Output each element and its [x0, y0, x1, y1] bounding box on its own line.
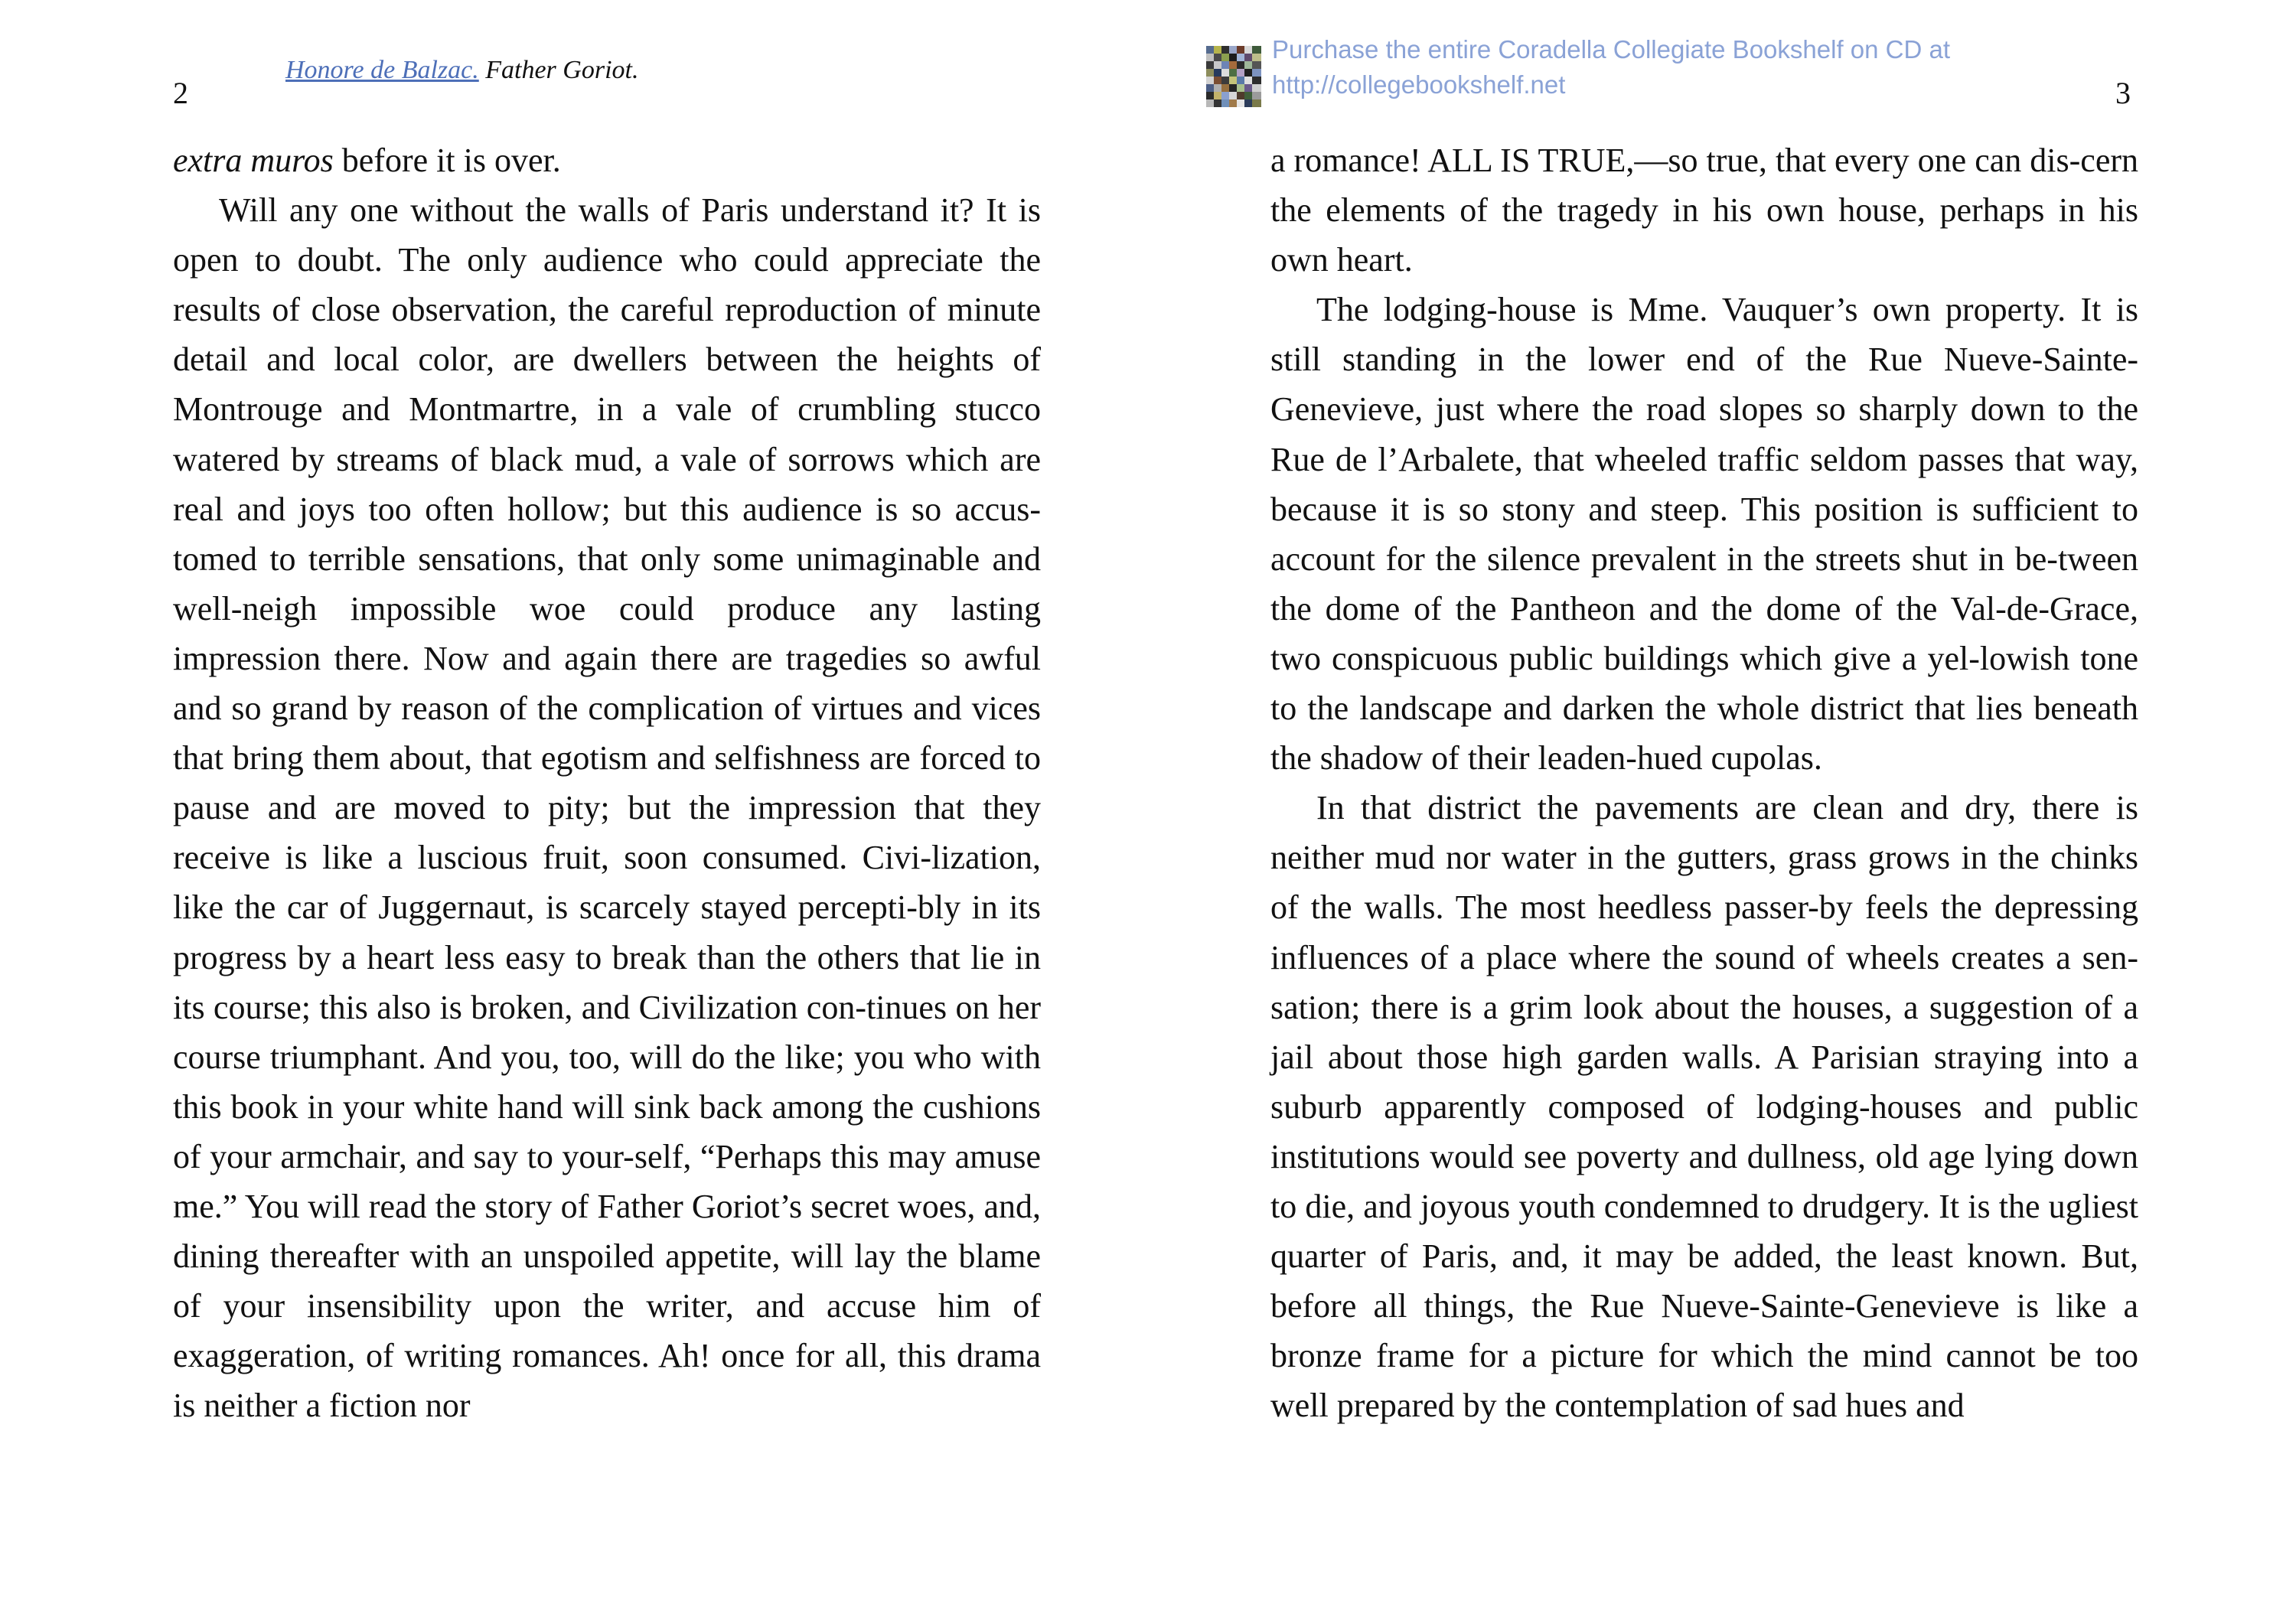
- italic-phrase: extra muros: [173, 142, 334, 179]
- promo-banner[interactable]: [1206, 29, 2048, 113]
- promo-line[interactable]: Purchase the entire Coradella Collegiate Bookshelf on CD at: [1272, 35, 1951, 64]
- page-number: 3: [2115, 76, 2131, 110]
- author-link[interactable]: Honore de Balzac.: [285, 56, 479, 84]
- paragraph-continuation-text: before it is over.: [333, 142, 561, 179]
- promo-text[interactable]: [1272, 32, 1950, 103]
- paragraph: Will any one without the walls of Paris understand it? It is open to doubt. The only audience who could appreciate the results of close observation, the careful reproduction of minute detail and local color, are dwellers between the heights of Montrouge and Montmartre, in a vale of crumbling stucco watered by streams of black mud, a vale of sorrows which are real and joys too often hollow; but this audience is so accus-tomed to terrible sensations, that only some unimaginable and well-neigh impossible woe could produce any lasting impression there. Now and again there are tragedies so awful and so grand by reason of the complication of virtues and vices that bring them about, that egotism and selfishness are forced to pause and are moved to pity; but the impression that they receive is like a luscious fruit, soon consumed. Civi-lization, like the car of Juggernaut, is scarcely stayed percepti-bly in its progress by a heart less easy to break than the others that lie in its course; this also is broken, and Civilization con-tinues on her course triumphant. And you, too, will do the like; you who with this book in your white hand will sink back among the cushions of your armchair, and say to your-self, “Perhaps this may amuse me.” You will read the story of Father Goriot’s secret woes, and, dining thereafter with an unspoiled appetite, will lay the blame of your insensibility upon the writer, and accuse him of exaggeration, of writing romances. Ah! once for all, this drama is neither a fiction nor: [173, 191, 1041, 1425]
- paragraph: In that district the pavements are clean and dry, there is neither mud nor water in the gutters, grass grows in the chinks of the walls. The most heedless passer-by feels the depressing influences of a place where the sound of wheels creates a sen-sation; there is a grim look about the houses, a suggestion of a jail about those high garden walls. A Parisian straying into a suburb apparently composed of lodging-houses and public institutions would see poverty and dullness, old age lying down to die, and joyous youth condemned to drudgery. It is the ugliest quarter of Paris, and, it may be added, the least known. But, before all things, the Rue Nueve-Sainte-Genevieve is like a bronze frame for a picture for which the mind cannot be too well prepared by the contemplation of sad hues and: [1270, 789, 2138, 1425]
- body-text: [173, 135, 1041, 1430]
- running-head: [285, 52, 638, 89]
- paragraph-continuation: a romance! ALL IS TRUE,—so true, that every one can dis-cern the elements of the tragedy in his own house, perhaps in his own heart.: [1270, 142, 2138, 279]
- book-title: Father Goriot.: [478, 56, 639, 84]
- paragraph: The lodging-house is Mme. Vauquer’s own property. It is still standing in the lower end of the Rue Nueve-Sainte-Genevieve, just where the road slopes so sharply down to the Rue de l’Arbalete, that wheeled traffic seldom passes that way, because it is so stony and steep. This position is sufficient to account for the silence prevalent in the streets shut in be-tween the dome of the Pantheon and the dome of the Val-de-Grace, two conspicuous public buildings which give a yel-lowish tone to the landscape and darken the whole district that lies beneath the shadow of their leaden-hued cupolas.: [1270, 291, 2138, 777]
- logo-mosaic: [1206, 46, 1261, 107]
- collegebookshelf-logo-icon: [1206, 46, 1261, 107]
- body-text: [1270, 135, 2138, 1430]
- right-page: [1148, 0, 2296, 1607]
- promo-url-link[interactable]: http://collegebookshelf.net: [1272, 70, 1566, 99]
- page-number: 2: [173, 76, 188, 110]
- paragraph-continuation: [173, 135, 1041, 185]
